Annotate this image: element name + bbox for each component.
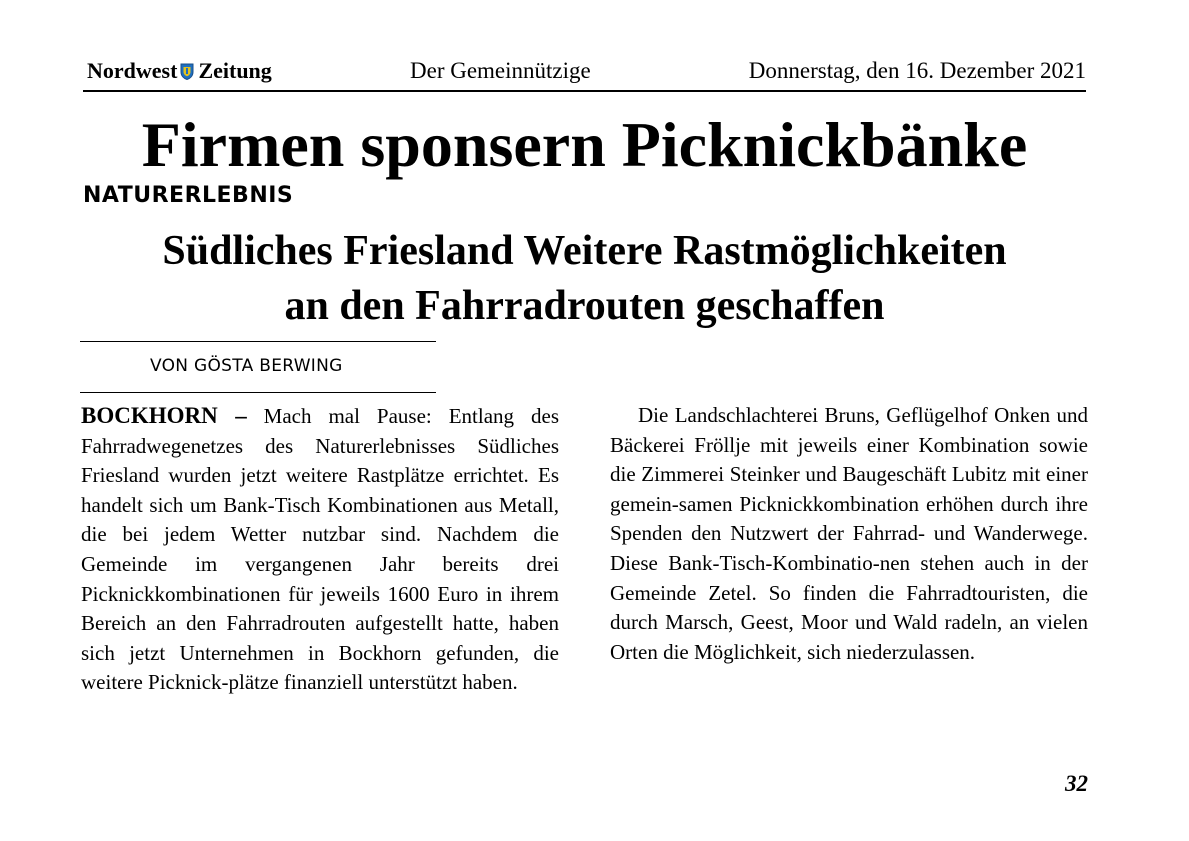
section-name: Der Gemeinnützige <box>410 58 591 83</box>
column-1-text: Mach mal Pause: Entlang des Fahrradwegenetzes des Naturerlebnisses Südliches Friesland wurden jetzt weitere Rastplätze errichtet. Es handelt sich um Bank-Tisch Kombinationen aus Metall, die bei jedem Wetter nutzbar sind. Nachdem die Gemeinde im vergangenen Jahr bereits drei Picknickkombinationen für jeweils 1600 Euro in ihrem Bereich an den Fahrradrouten aufgestellt hatte, haben sich jetzt Unternehmen in Bockhorn gefunden, die weitere Picknick-plätze finanziell unterstützt haben. <box>81 404 559 695</box>
subheadline-line-1: Südliches Friesland Weitere Rastmöglichkeiten <box>162 228 1007 274</box>
byline-box <box>80 341 436 393</box>
coat-of-arms-icon <box>180 63 194 80</box>
subheadline-line-2: an den Fahrradrouten geschaffen <box>284 283 885 329</box>
masthead <box>83 56 1086 92</box>
newspaper-name <box>87 58 272 84</box>
rubric: NATURERLEBNIS <box>83 183 294 208</box>
page-number: 32 <box>1065 771 1088 796</box>
issue-date: Donnerstag, den 16. Dezember 2021 <box>748 58 1086 83</box>
newspaper-name-part2: Zeitung <box>198 58 272 83</box>
byline: VON GÖSTA BERWING <box>150 356 343 376</box>
newspaper-name-part1: Nordwest <box>87 58 178 83</box>
column-2-text: Die Landschlachterei Bruns, Geflügelhof Onken und Bäckerei Fröllje mit jeweils einer Kombination sowie die Zimmerei Steinker und Baugeschäft Lubitz mit einer gemein-samen Picknickkombination erhöhen durch ihre Spenden den Nutzwert der Fahrrad- und Wanderwege. Diese Bank-Tisch-Kombinatio-nen stehen auch in der Gemeinde Zetel. So finden die Fahrradtouristen, die durch Marsch, Geest, Moor und Wald radeln, an vielen Orten die Möglichkeit, sich niederzulassen. <box>610 403 1088 664</box>
subheadline <box>83 224 1086 334</box>
dateline: BOCKHORN – <box>81 403 247 428</box>
article-column-2 <box>610 401 1088 667</box>
article-column-1 <box>81 401 559 698</box>
headline: Firmen sponsern Picknickbänke <box>141 109 1028 180</box>
